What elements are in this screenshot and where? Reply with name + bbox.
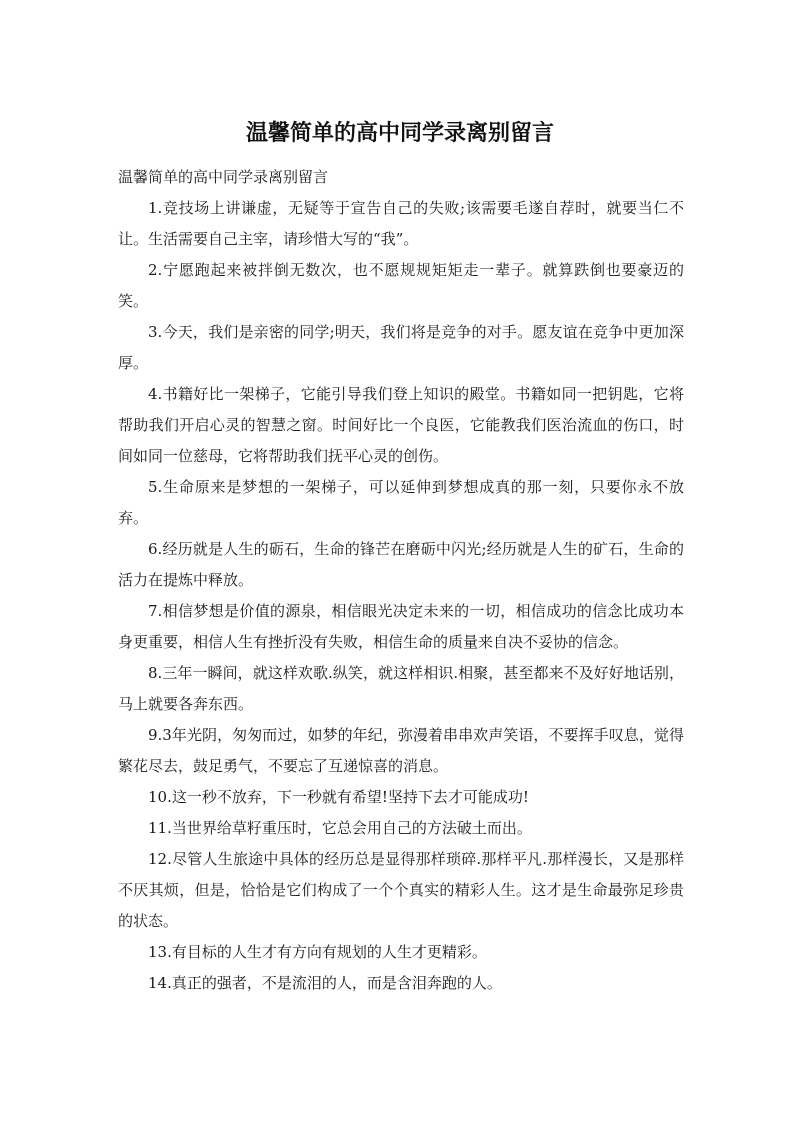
paragraph-12: 12.尽管人生旅途中具体的经历总是显得那样琐碎.那样平凡.那样漫长，又是那样不厌其烦，但是，恰恰是它们构成了一个个真实的精彩人生。这才是生命最弥足珍贵的状态。	[118, 850, 684, 930]
paragraph-13: 13.有目标的人生才有方向有规划的人生才更精彩。	[148, 943, 487, 961]
paragraph-1: 1.竞技场上讲谦虚，无疑等于宣告自己的失败;该需要毛遂自荐时，就要当仁不让。生活需要自己主宰，请珍惜大写的“我”。	[118, 199, 684, 248]
paragraph-7: 7.相信梦想是价值的源泉，相信眼光决定未来的一切，相信成功的信念比成功本身更重要，相信人生有挫折没有失败，相信生命的质量来自决不妥协的信念。	[118, 602, 684, 651]
paragraph-9: 9.3年光阴，匆匆而过，如梦的年纪，弥漫着串串欢声笑语，不要挥手叹息，觉得繁花尽去，鼓足勇气，不要忘了互递惊喜的消息。	[118, 726, 684, 775]
paragraph-3: 3.今天，我们是亲密的同学;明天，我们将是竞争的对手。愿友谊在竞争中更加深厚。	[118, 323, 684, 372]
paragraph-5: 5.生命原来是梦想的一架梯子，可以延伸到梦想成真的那一刻，只要你永不放弃。	[118, 478, 684, 527]
document-subtitle: 温馨简单的高中同学录离别留言	[118, 168, 329, 186]
paragraph-14: 14.真正的强者，不是流泪的人，而是含泪奔跑的人。	[148, 974, 502, 992]
document-title: 温馨简单的高中同学录离别留言	[245, 121, 554, 146]
paragraph-11: 11.当世界给草籽重压时，它总会用自己的方法破土而出。	[148, 819, 532, 837]
paragraph-4: 4.书籍好比一架梯子，它能引导我们登上知识的殿堂。书籍如同一把钥匙，它将帮助我们开启心灵的智慧之窗。时间好比一个良医，它能教我们医治流血的伤口，时间如同一位慈母，它将帮助我们抚平心灵的创伤。	[118, 385, 684, 465]
paragraph-2: 2.宁愿跑起来被拌倒无数次，也不愿规规矩矩走一辈子。就算跌倒也要豪迈的笑。	[118, 261, 684, 310]
paragraph-10: 10.这一秒不放弃，下一秒就有希望!坚持下去才可能成功!	[148, 788, 529, 806]
paragraph-6: 6.经历就是人生的砺石，生命的锋芒在磨砺中闪光;经历就是人生的矿石，生命的活力在提炼中释放。	[118, 540, 684, 589]
paragraph-8: 8.三年一瞬间，就这样欢歌.纵笑，就这样相识.相聚，甚至都来不及好好地话别，马上就要各奔东西。	[118, 664, 684, 713]
document-body	[118, 162, 684, 999]
